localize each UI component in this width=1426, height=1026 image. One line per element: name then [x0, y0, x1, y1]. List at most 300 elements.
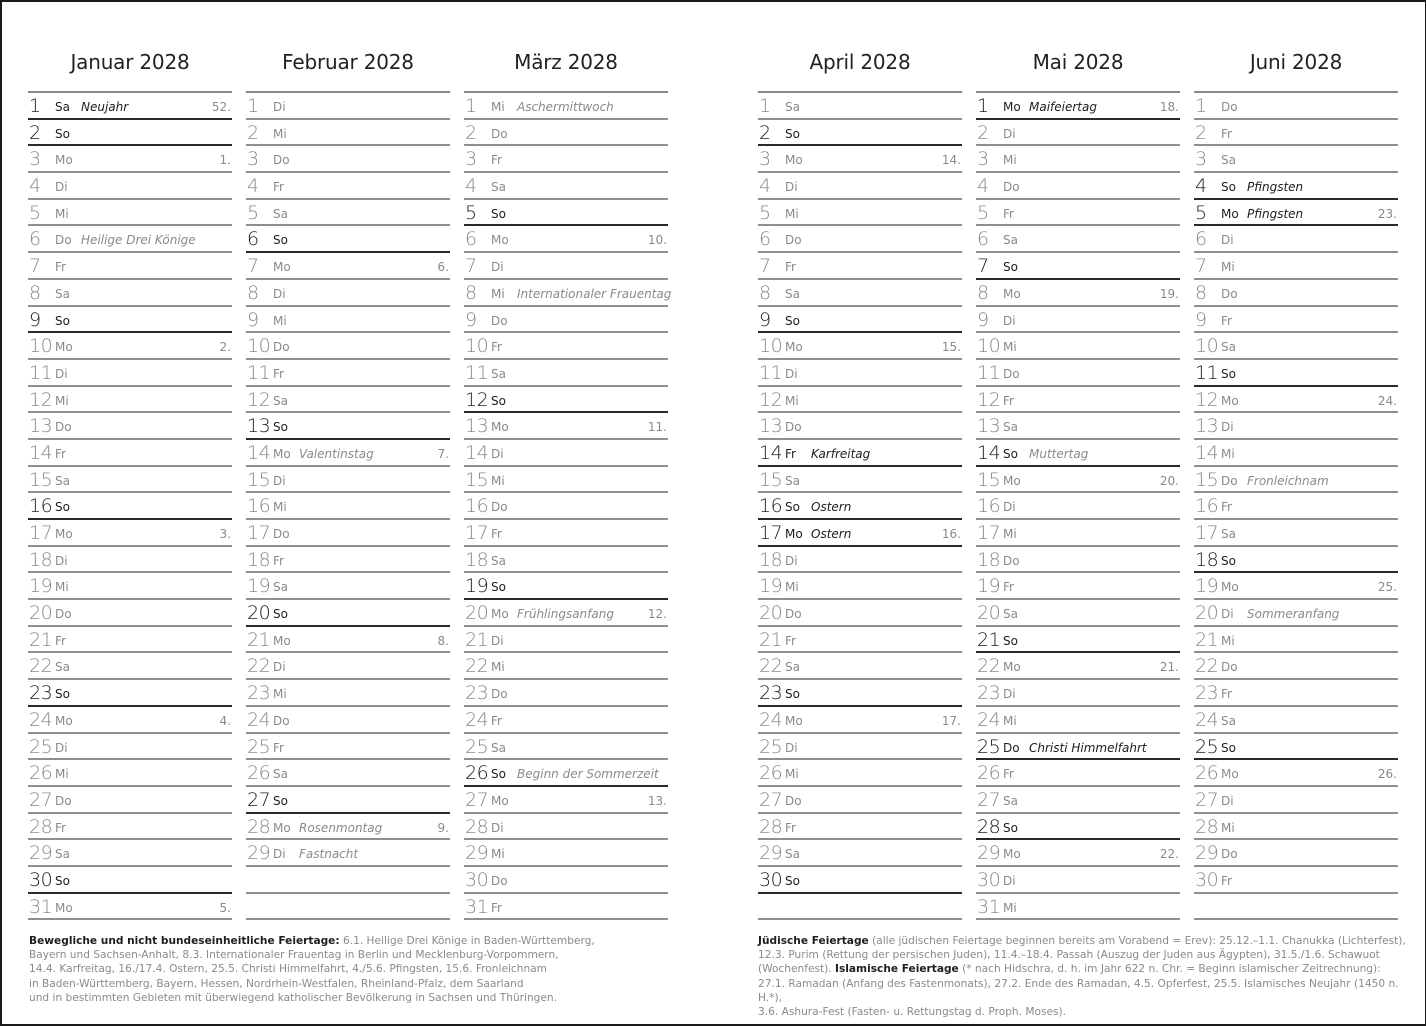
- day-number: 11: [465, 361, 489, 384]
- day-row[interactable]: [246, 600, 450, 627]
- day-row[interactable]: [976, 253, 1180, 280]
- day-row[interactable]: [1194, 627, 1398, 654]
- day-number: 4: [1195, 175, 1207, 198]
- day-row[interactable]: [464, 413, 668, 440]
- day-number: 14: [465, 441, 489, 464]
- day-row[interactable]: [758, 814, 962, 841]
- weekday-label: Mo: [55, 900, 73, 915]
- day-row[interactable]: [1194, 173, 1398, 200]
- empty-day-row[interactable]: [246, 867, 450, 894]
- day-number: 4: [977, 175, 989, 198]
- day-row[interactable]: [1194, 200, 1398, 227]
- day-number: 1: [759, 95, 771, 117]
- weekday-label: Di: [785, 553, 798, 568]
- day-row[interactable]: [246, 440, 450, 467]
- day-row[interactable]: [1194, 333, 1398, 360]
- note-text: 6.1. Heilige Drei Könige in Baden-Württemberg,: [339, 935, 595, 947]
- day-row[interactable]: [28, 787, 232, 814]
- day-row[interactable]: [758, 120, 962, 147]
- weekday-label: Di: [273, 100, 286, 114]
- day-row[interactable]: [1194, 734, 1398, 761]
- day-row[interactable]: [464, 467, 668, 494]
- day-number: 11: [1195, 361, 1219, 384]
- day-row[interactable]: [976, 600, 1180, 627]
- day-row[interactable]: [1194, 120, 1398, 147]
- day-row[interactable]: [28, 653, 232, 680]
- day-row[interactable]: [246, 734, 450, 761]
- day-row[interactable]: [464, 173, 668, 200]
- month-title: Januar 2028: [70, 50, 190, 74]
- calendar-week-number: 22.: [1159, 847, 1179, 862]
- day-row[interactable]: [1194, 280, 1398, 307]
- day-number: 26: [29, 762, 53, 785]
- day-number: 23: [247, 682, 271, 705]
- weekday-label: Do: [55, 420, 72, 435]
- day-row[interactable]: [976, 413, 1180, 440]
- day-row[interactable]: [1194, 573, 1398, 600]
- day-row[interactable]: [758, 146, 962, 173]
- day-row[interactable]: [1194, 146, 1398, 173]
- day-row[interactable]: [1194, 253, 1398, 280]
- weekday-label: Sa: [491, 553, 506, 568]
- day-row[interactable]: [976, 707, 1180, 734]
- day-row[interactable]: [758, 707, 962, 734]
- day-row[interactable]: [758, 413, 962, 440]
- note-text: in Baden-Württemberg, Bayern, Hessen, Nordrhein-Westfalen, Rheinland-Pfalz, dem Saarland: [29, 977, 524, 990]
- weekday-label: Mo: [1221, 767, 1239, 782]
- day-row[interactable]: [464, 547, 668, 574]
- day-row[interactable]: [28, 387, 232, 414]
- day-row[interactable]: [758, 467, 962, 494]
- day-row[interactable]: [464, 840, 668, 867]
- day-row[interactable]: [464, 814, 668, 841]
- day-row[interactable]: [246, 493, 450, 520]
- day-row[interactable]: [758, 627, 962, 654]
- weekday-label: Fr: [785, 260, 796, 275]
- day-number: 24: [465, 708, 489, 731]
- weekday-label: So: [273, 607, 288, 622]
- day-row[interactable]: [1194, 387, 1398, 414]
- weekday-label: Di: [55, 740, 68, 755]
- day-row[interactable]: [246, 413, 450, 440]
- weekday-label: So: [785, 687, 800, 702]
- day-number: 29: [759, 842, 783, 865]
- day-row[interactable]: [464, 520, 668, 547]
- weekday-label: Fr: [55, 820, 66, 835]
- day-row[interactable]: [758, 547, 962, 574]
- weekday-label: Fr: [55, 633, 66, 648]
- day-row[interactable]: [246, 760, 450, 787]
- day-row[interactable]: [246, 573, 450, 600]
- weekday-label: Sa: [273, 580, 288, 595]
- weekday-label: So: [491, 393, 506, 408]
- weekday-label: Sa: [55, 100, 70, 114]
- day-row[interactable]: [28, 600, 232, 627]
- day-row[interactable]: [758, 387, 962, 414]
- day-row[interactable]: [464, 760, 668, 787]
- weekday-label: Sa: [1003, 233, 1018, 248]
- empty-day-row[interactable]: [1194, 894, 1398, 921]
- day-row[interactable]: [758, 840, 962, 867]
- day-row[interactable]: [464, 653, 668, 680]
- note-text: 14.4. Karfreitag, 16./17.4. Ostern, 25.5. Christi Himmelfahrt, 4./5.6. Pfingsten, 15.6. Fronleichnam: [29, 963, 547, 976]
- weekday-label: Fr: [273, 180, 284, 195]
- day-row[interactable]: [758, 573, 962, 600]
- day-number: 3: [247, 148, 259, 171]
- day-row[interactable]: [976, 493, 1180, 520]
- day-row[interactable]: [464, 680, 668, 707]
- day-row[interactable]: [758, 360, 962, 387]
- day-row[interactable]: [758, 760, 962, 787]
- day-number: 16: [1195, 495, 1219, 518]
- day-row[interactable]: [28, 573, 232, 600]
- day-row[interactable]: [246, 680, 450, 707]
- day-row[interactable]: [758, 440, 962, 467]
- day-row[interactable]: [758, 600, 962, 627]
- day-row[interactable]: [758, 333, 962, 360]
- day-list: [28, 91, 232, 920]
- day-row[interactable]: [1194, 413, 1398, 440]
- day-row[interactable]: [976, 894, 1180, 921]
- holiday-label: Neujahr: [81, 100, 129, 114]
- day-row[interactable]: [976, 440, 1180, 467]
- day-number: 18: [247, 548, 271, 571]
- day-row[interactable]: [758, 173, 962, 200]
- weekday-label: Di: [55, 180, 68, 195]
- day-row[interactable]: [246, 387, 450, 414]
- day-row[interactable]: [246, 146, 450, 173]
- day-row[interactable]: [758, 226, 962, 253]
- day-row[interactable]: [246, 253, 450, 280]
- day-row[interactable]: [28, 760, 232, 787]
- day-row[interactable]: [464, 360, 668, 387]
- day-row[interactable]: [1194, 360, 1398, 387]
- day-row[interactable]: [464, 573, 668, 600]
- day-number: 24: [977, 708, 1001, 731]
- day-number: 5: [977, 201, 989, 224]
- weekday-label: Mo: [1003, 847, 1021, 862]
- day-row[interactable]: [976, 547, 1180, 574]
- calendar-week-number: 8.: [437, 633, 449, 648]
- day-row[interactable]: [976, 226, 1180, 253]
- weekday-label: Do: [1003, 366, 1020, 381]
- weekday-label: Di: [1003, 873, 1016, 888]
- day-row[interactable]: [28, 200, 232, 227]
- day-row[interactable]: [246, 333, 450, 360]
- day-number: 31: [977, 895, 1001, 918]
- empty-day-row[interactable]: [246, 894, 450, 921]
- day-number: 25: [759, 735, 783, 758]
- day-number: 25: [465, 735, 489, 758]
- day-row[interactable]: [976, 120, 1180, 147]
- day-row[interactable]: [758, 253, 962, 280]
- day-row[interactable]: [464, 307, 668, 334]
- day-number: 19: [247, 575, 271, 598]
- day-row[interactable]: [28, 226, 232, 253]
- day-row[interactable]: [976, 867, 1180, 894]
- day-row[interactable]: [464, 200, 668, 227]
- day-row[interactable]: [464, 600, 668, 627]
- day-row[interactable]: [1194, 520, 1398, 547]
- day-row[interactable]: [464, 894, 668, 921]
- day-row[interactable]: [1194, 467, 1398, 494]
- day-row[interactable]: [464, 226, 668, 253]
- weekday-label: Mi: [1003, 340, 1017, 355]
- day-number: 13: [977, 415, 1001, 438]
- day-row[interactable]: [28, 173, 232, 200]
- day-number: 8: [977, 281, 989, 304]
- day-row[interactable]: [976, 93, 1180, 120]
- day-row[interactable]: [976, 333, 1180, 360]
- day-row[interactable]: [464, 93, 668, 120]
- note-heading: Islamische Feiertage: [835, 963, 959, 976]
- day-row[interactable]: [246, 653, 450, 680]
- day-row[interactable]: [1194, 547, 1398, 574]
- day-row[interactable]: [976, 200, 1180, 227]
- day-number: 8: [247, 281, 259, 304]
- day-number: 8: [465, 281, 477, 304]
- day-row[interactable]: [28, 680, 232, 707]
- day-number: 21: [29, 628, 53, 651]
- day-row[interactable]: [464, 146, 668, 173]
- day-row[interactable]: [1194, 93, 1398, 120]
- day-row[interactable]: [976, 280, 1180, 307]
- day-row[interactable]: [758, 734, 962, 761]
- day-row[interactable]: [976, 307, 1180, 334]
- day-row[interactable]: [28, 120, 232, 147]
- day-row[interactable]: [464, 253, 668, 280]
- day-row[interactable]: [28, 493, 232, 520]
- weekday-label: Mi: [491, 286, 505, 301]
- day-row[interactable]: [758, 680, 962, 707]
- day-row[interactable]: [976, 146, 1180, 173]
- day-number: 19: [977, 575, 1001, 598]
- day-row[interactable]: [464, 387, 668, 414]
- day-row[interactable]: [758, 280, 962, 307]
- weekday-label: Di: [273, 660, 286, 675]
- calendar-week-number: 16.: [941, 527, 961, 541]
- day-row[interactable]: [28, 440, 232, 467]
- day-row[interactable]: [28, 520, 232, 547]
- day-number: 16: [465, 495, 489, 518]
- day-number: 10: [977, 335, 1001, 358]
- day-row[interactable]: [246, 360, 450, 387]
- day-number: 18: [465, 548, 489, 571]
- event-label: Internationaler Frauentag: [517, 286, 672, 301]
- day-row[interactable]: [976, 787, 1180, 814]
- weekday-label: So: [55, 500, 70, 515]
- day-row[interactable]: [1194, 760, 1398, 787]
- day-row[interactable]: [28, 894, 232, 921]
- day-row[interactable]: [976, 173, 1180, 200]
- day-row[interactable]: [1194, 707, 1398, 734]
- weekday-label: Mo: [785, 340, 803, 355]
- day-row[interactable]: [28, 814, 232, 841]
- day-row[interactable]: [758, 787, 962, 814]
- day-row[interactable]: [1194, 493, 1398, 520]
- weekday-label: So: [1221, 366, 1236, 381]
- day-row[interactable]: [246, 627, 450, 654]
- day-row[interactable]: [976, 387, 1180, 414]
- weekday-label: So: [491, 767, 506, 782]
- day-row[interactable]: [28, 93, 232, 120]
- day-row[interactable]: [28, 707, 232, 734]
- day-row[interactable]: [464, 734, 668, 761]
- day-row[interactable]: [28, 307, 232, 334]
- day-row[interactable]: [28, 840, 232, 867]
- calendar-week-number: 17.: [941, 713, 961, 728]
- day-row[interactable]: [246, 467, 450, 494]
- day-row[interactable]: [976, 573, 1180, 600]
- day-number: 19: [1195, 575, 1219, 598]
- weekday-label: So: [1003, 260, 1018, 275]
- day-row[interactable]: [976, 680, 1180, 707]
- day-row[interactable]: [976, 734, 1180, 761]
- day-row[interactable]: [758, 200, 962, 227]
- weekday-label: Di: [491, 446, 504, 461]
- day-row[interactable]: [246, 226, 450, 253]
- day-row[interactable]: [1194, 226, 1398, 253]
- day-row[interactable]: [758, 867, 962, 894]
- day-row[interactable]: [976, 360, 1180, 387]
- day-number: 16: [29, 495, 53, 518]
- weekday-label: So: [1003, 633, 1018, 648]
- note-text: (Wochenfest).: [758, 963, 836, 976]
- day-number: 27: [759, 788, 783, 811]
- day-row[interactable]: [976, 467, 1180, 494]
- calendar-week-number: 10.: [647, 233, 667, 248]
- weekday-label: So: [55, 873, 70, 888]
- day-row[interactable]: [976, 520, 1180, 547]
- day-row[interactable]: [28, 627, 232, 654]
- day-number: 21: [759, 628, 783, 651]
- day-row[interactable]: [28, 146, 232, 173]
- weekday-label: Mo: [785, 527, 803, 541]
- weekday-label: Di: [491, 633, 504, 648]
- day-row[interactable]: [976, 840, 1180, 867]
- weekday-label: So: [55, 687, 70, 702]
- day-row[interactable]: [246, 93, 450, 120]
- weekday-label: Mi: [1003, 900, 1017, 915]
- day-row[interactable]: [28, 360, 232, 387]
- day-row[interactable]: [1194, 787, 1398, 814]
- day-number: 19: [759, 575, 783, 598]
- day-row[interactable]: [976, 627, 1180, 654]
- weekday-label: Fr: [785, 820, 796, 835]
- day-row[interactable]: [464, 493, 668, 520]
- day-row[interactable]: [246, 547, 450, 574]
- day-number: 12: [1195, 388, 1219, 411]
- day-row[interactable]: [28, 333, 232, 360]
- day-row[interactable]: [1194, 814, 1398, 841]
- day-row[interactable]: [28, 867, 232, 894]
- day-row[interactable]: [1194, 867, 1398, 894]
- day-row[interactable]: [1194, 680, 1398, 707]
- weekday-label: Mo: [1003, 100, 1021, 114]
- day-number: 17: [1195, 522, 1219, 544]
- day-number: 21: [1195, 628, 1219, 651]
- weekday-label: Fr: [1221, 687, 1232, 702]
- day-row[interactable]: [246, 520, 450, 547]
- weekday-label: Mo: [55, 527, 73, 541]
- day-number: 11: [977, 361, 1001, 384]
- weekday-label: Di: [1003, 500, 1016, 515]
- day-row[interactable]: [758, 653, 962, 680]
- weekday-label: Fr: [1003, 393, 1014, 408]
- day-row[interactable]: [464, 787, 668, 814]
- day-row[interactable]: [246, 840, 450, 867]
- weekday-label: Mi: [1221, 260, 1235, 275]
- day-number: 20: [29, 602, 53, 625]
- day-row[interactable]: [464, 867, 668, 894]
- day-row[interactable]: [28, 467, 232, 494]
- month-title: Mai 2028: [1032, 50, 1124, 74]
- month-title: März 2028: [514, 50, 618, 74]
- day-number: 14: [247, 441, 271, 464]
- day-row[interactable]: [976, 814, 1180, 841]
- day-row[interactable]: [246, 200, 450, 227]
- event-label: Valentinstag: [299, 446, 374, 461]
- day-number: 30: [465, 868, 489, 891]
- day-row[interactable]: [28, 413, 232, 440]
- day-row[interactable]: [464, 280, 672, 307]
- day-number: 6: [465, 228, 477, 251]
- day-row[interactable]: [246, 280, 450, 307]
- day-row[interactable]: [464, 333, 668, 360]
- day-row[interactable]: [246, 173, 450, 200]
- day-row[interactable]: [758, 493, 962, 520]
- day-number: 11: [247, 361, 271, 384]
- weekday-label: Di: [491, 260, 504, 275]
- empty-day-row[interactable]: [758, 894, 962, 921]
- day-number: 9: [29, 308, 41, 331]
- day-row[interactable]: [464, 440, 668, 467]
- day-row[interactable]: [1194, 653, 1398, 680]
- day-row[interactable]: [1194, 440, 1398, 467]
- day-row[interactable]: [758, 520, 962, 547]
- day-row[interactable]: [28, 547, 232, 574]
- day-row[interactable]: [246, 814, 450, 841]
- day-row[interactable]: [246, 307, 450, 334]
- day-row[interactable]: [1194, 307, 1398, 334]
- day-row[interactable]: [28, 734, 232, 761]
- day-row[interactable]: [246, 787, 450, 814]
- day-row[interactable]: [246, 120, 450, 147]
- day-number: 23: [1195, 682, 1219, 705]
- day-row[interactable]: [464, 627, 668, 654]
- day-row[interactable]: [28, 280, 232, 307]
- day-row[interactable]: [1194, 600, 1398, 627]
- weekday-label: Fr: [491, 713, 502, 728]
- day-number: 24: [247, 708, 271, 731]
- day-row[interactable]: [464, 707, 668, 734]
- weekday-label: Sa: [55, 847, 70, 862]
- day-number: 5: [759, 201, 771, 224]
- day-row[interactable]: [976, 760, 1180, 787]
- day-row[interactable]: [976, 653, 1180, 680]
- day-row[interactable]: [464, 120, 668, 147]
- weekday-label: So: [491, 206, 506, 221]
- weekday-label: Mi: [1221, 446, 1235, 461]
- day-row[interactable]: [758, 93, 962, 120]
- day-row[interactable]: [1194, 840, 1398, 867]
- weekday-label: Mo: [273, 820, 291, 835]
- holiday-label: Ostern: [811, 527, 852, 541]
- weekday-label: Sa: [55, 473, 70, 488]
- day-row[interactable]: [758, 307, 962, 334]
- day-row[interactable]: [28, 253, 232, 280]
- day-row[interactable]: [246, 707, 450, 734]
